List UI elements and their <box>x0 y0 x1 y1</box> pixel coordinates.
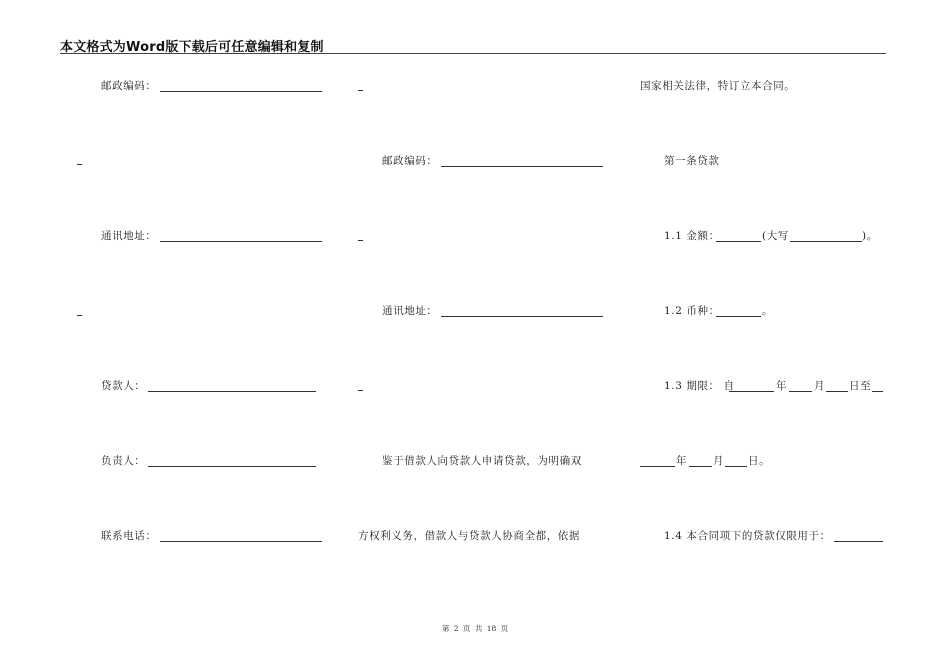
term-day-to: 日至 <box>849 380 872 392</box>
term-end-day-blank[interactable] <box>725 466 747 467</box>
lender-label: 贷款人： <box>101 380 146 392</box>
footer-page-unit: 页 <box>462 624 471 633</box>
footer-total-prefix: 共 <box>474 624 483 633</box>
term-start-month-blank[interactable] <box>789 391 812 392</box>
currency-label: 1.2 币种： <box>664 305 720 317</box>
footer-total-unit: 页 <box>500 624 509 633</box>
postcode-blank[interactable] <box>160 91 322 92</box>
dash-mark <box>77 315 82 316</box>
header-rule <box>60 53 886 54</box>
page-footer <box>0 623 950 634</box>
term-label: 1.3 期限： 自 <box>664 380 735 392</box>
term-end-month-unit: 月 <box>713 455 725 467</box>
postcode-label: 邮政编码： <box>101 80 157 92</box>
currency-end: 。 <box>762 305 774 317</box>
term-start-year-blank[interactable] <box>729 391 774 392</box>
amount-uppercase-blank[interactable] <box>790 241 862 242</box>
preamble-line-2: 方权利义务，借款人与贷款人协商全都，依据 <box>358 530 580 542</box>
currency-blank[interactable] <box>716 316 761 317</box>
address-label-2: 通讯地址： <box>382 305 438 317</box>
purpose-blank[interactable] <box>834 541 883 542</box>
term-end-year-unit: 年 <box>676 455 688 467</box>
dash-mark <box>358 90 363 91</box>
phone-blank[interactable] <box>160 541 322 542</box>
term-end-month-blank[interactable] <box>689 466 712 467</box>
term-start-day-blank[interactable] <box>826 391 848 392</box>
article-1-title: 第一条贷款 <box>664 155 720 167</box>
postcode-label-2: 邮政编码： <box>382 155 438 167</box>
purpose-label: 1.4 本合同项下的贷款仅限用于： <box>664 530 831 542</box>
postcode-blank-2[interactable] <box>441 166 603 167</box>
term-year-unit: 年 <box>776 380 788 392</box>
address-blank[interactable] <box>160 241 322 242</box>
term-end-blank-start[interactable] <box>872 391 883 392</box>
lender-blank[interactable] <box>148 391 316 392</box>
amount-paren-close: )。 <box>862 230 878 242</box>
person-in-charge-label: 负责人： <box>101 455 146 467</box>
dash-mark <box>77 164 82 165</box>
phone-label: 联系电话： <box>101 530 157 542</box>
amount-label: 1.1 金额： <box>664 230 720 242</box>
amount-blank[interactable] <box>716 241 761 242</box>
term-end-day-unit: 日。 <box>748 455 771 467</box>
footer-total-pages: 18 <box>486 624 497 633</box>
term-month-unit: 月 <box>814 380 826 392</box>
dash-mark <box>358 240 363 241</box>
preamble-line-1: 鉴于借款人向贷款人申请贷款，为明确双 <box>382 455 582 467</box>
document-header-title: 本文格式为Word版下载后可任意编辑和复制 <box>60 40 324 55</box>
address-blank-2[interactable] <box>441 316 603 317</box>
amount-paren-open: (大写 <box>762 230 789 242</box>
address-label: 通讯地址： <box>101 230 157 242</box>
person-in-charge-blank[interactable] <box>148 466 316 467</box>
preamble-line-3: 国家相关法律，特订立本合同。 <box>640 80 796 92</box>
dash-mark <box>358 390 363 391</box>
term-end-year-blank[interactable] <box>640 466 675 467</box>
footer-page-number: 2 <box>453 624 459 633</box>
footer-prefix: 第 <box>441 624 450 633</box>
